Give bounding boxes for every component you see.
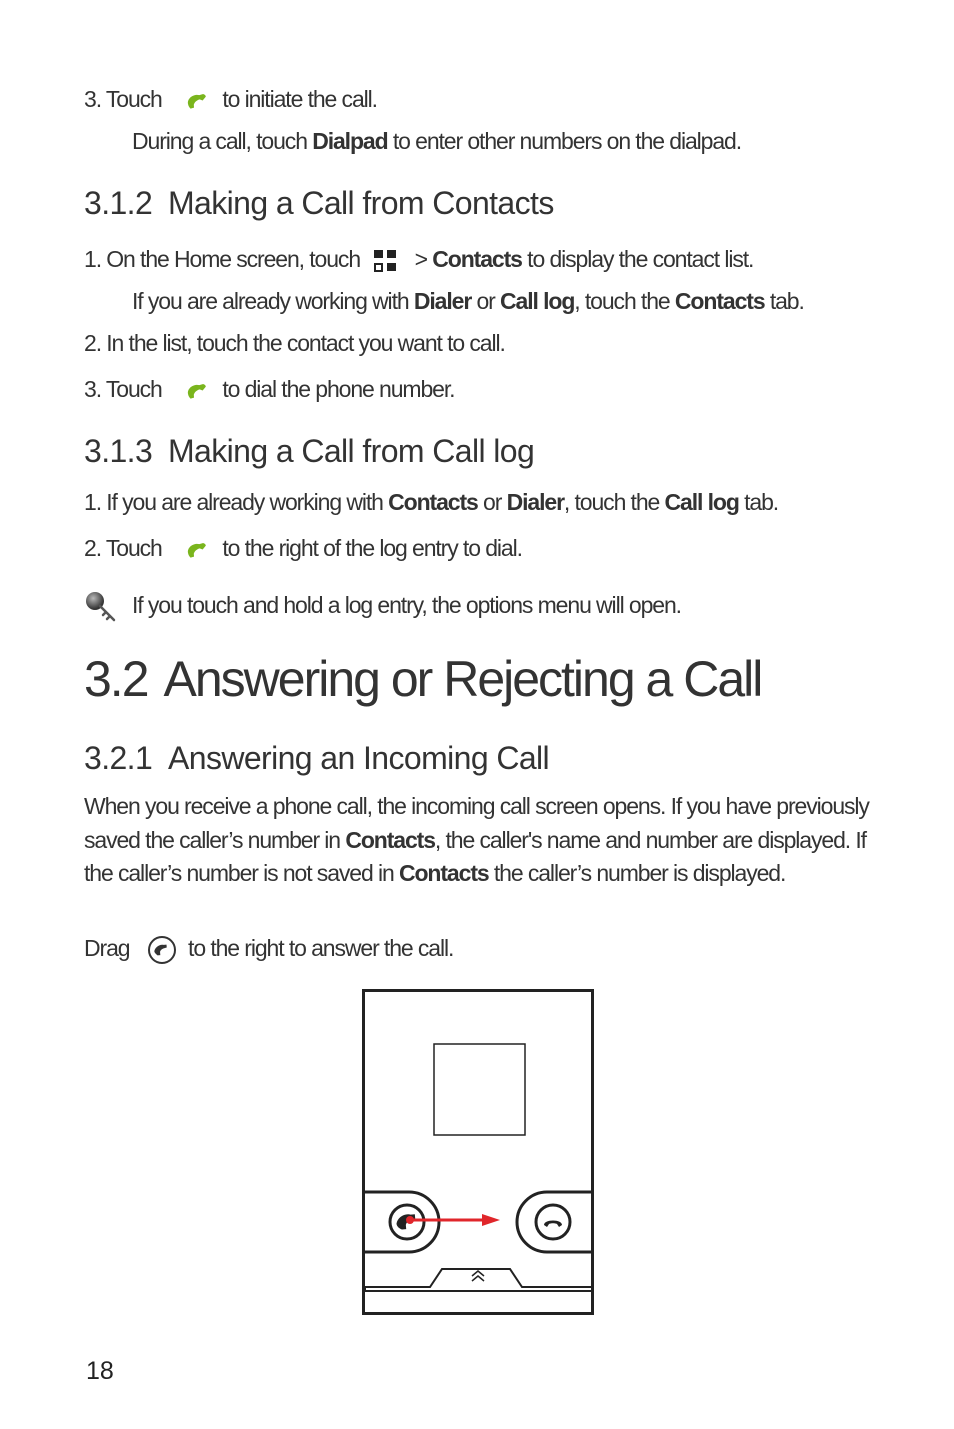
step-text: to initiate the call. — [222, 86, 377, 112]
dialer-term: Dialer — [506, 489, 564, 515]
step-home-screen — [84, 245, 753, 274]
step-text: 1. On the Home screen, touch — [84, 246, 361, 272]
contacts-term: Contacts — [398, 860, 489, 886]
contacts-term: Contacts — [388, 489, 478, 515]
step-number: 3. Touch — [84, 86, 162, 112]
step-number: 2. Touch — [84, 535, 162, 561]
contacts-term: Contacts — [432, 246, 522, 272]
note-text: During a call, touch — [132, 128, 307, 154]
step-text: 1. If you are already working with — [84, 489, 383, 515]
section-number: 3.2 — [84, 651, 148, 707]
phone-handset-icon — [183, 538, 211, 562]
contacts-term: Contacts — [674, 288, 765, 314]
section-title: Making a Call from Contacts — [168, 185, 554, 221]
step-text: , touch the — [563, 489, 660, 515]
app-grid-icon — [373, 248, 399, 274]
step-call-log-tab — [84, 488, 778, 516]
incoming-call-screen-illustration — [362, 989, 594, 1317]
step-dial-log-entry — [84, 534, 522, 562]
answer-handle-icon — [147, 935, 177, 965]
already-working-note — [132, 287, 804, 315]
section-heading-3-2-1 — [84, 739, 549, 777]
step-text: to dial the phone number. — [222, 376, 455, 402]
note-text: tab. — [769, 288, 804, 314]
section-title: Answering or Rejecting a Call — [163, 651, 762, 707]
answer-slider-tab[interactable] — [365, 1192, 439, 1252]
contacts-term: Contacts — [345, 826, 435, 853]
step-touch-initiate — [84, 85, 377, 113]
step-number: 3. Touch — [84, 376, 162, 402]
note-text: , touch the — [574, 288, 670, 314]
paragraph-text: the caller’s number is displayed. — [493, 860, 786, 886]
instruction-text: to the right to answer the call. — [188, 935, 454, 961]
instruction-text: Drag — [84, 935, 130, 961]
call-log-term: Call log — [664, 489, 739, 515]
tip-text — [132, 591, 681, 619]
note-text: or — [476, 288, 495, 314]
chapter-heading-3-2 — [84, 651, 761, 707]
dialpad-term: Dialpad — [312, 128, 388, 154]
phone-handset-icon — [183, 89, 211, 113]
section-heading-3-1-2 — [84, 184, 554, 222]
section-number: 3.2.1 — [84, 740, 153, 776]
call-log-term: Call log — [500, 288, 575, 314]
phone-handset-icon — [183, 379, 211, 403]
note-text: to enter other numbers on the dialpad. — [392, 128, 742, 154]
page-number: 18 — [86, 1357, 114, 1385]
during-call-note — [132, 127, 741, 155]
dialer-term: Dialer — [413, 288, 472, 314]
drag-instruction — [84, 934, 453, 965]
section-title: Making a Call from Call log — [168, 433, 535, 469]
step-text: or — [483, 489, 502, 515]
reject-handle-icon — [536, 1205, 570, 1239]
step-dial-number — [84, 375, 454, 403]
step-text: tab. — [744, 489, 779, 515]
paragraph-text: When you receive a phone call, the incoming call screen opens. If you have previously saved the caller’s number in — [84, 793, 869, 853]
note-text: If you are already working with — [132, 288, 409, 314]
caller-photo-placeholder — [434, 1044, 525, 1135]
step-touch-contact — [84, 329, 505, 357]
tip-content: If you touch and hold a log entry, the options menu will open. — [132, 592, 681, 618]
section-number: 3.1.2 — [84, 185, 153, 221]
tip-key-icon — [84, 590, 120, 626]
step-text: to display the contact list. — [527, 246, 754, 272]
phone-frame — [364, 991, 593, 1314]
reject-slider-tab[interactable] — [517, 1192, 591, 1252]
step-text: 2. In the list, touch the contact you want to call. — [84, 330, 505, 356]
step-text: to the right of the log entry to dial. — [222, 535, 522, 561]
section-heading-3-1-3 — [84, 432, 534, 470]
paragraph-text: , the caller's name and number are displayed. If the caller’s number is not saved in — [84, 826, 866, 886]
incoming-call-paragraph — [84, 790, 884, 891]
section-title: Answering an Incoming Call — [168, 740, 550, 776]
section-number: 3.1.3 — [84, 433, 153, 469]
separator: > — [414, 246, 427, 272]
